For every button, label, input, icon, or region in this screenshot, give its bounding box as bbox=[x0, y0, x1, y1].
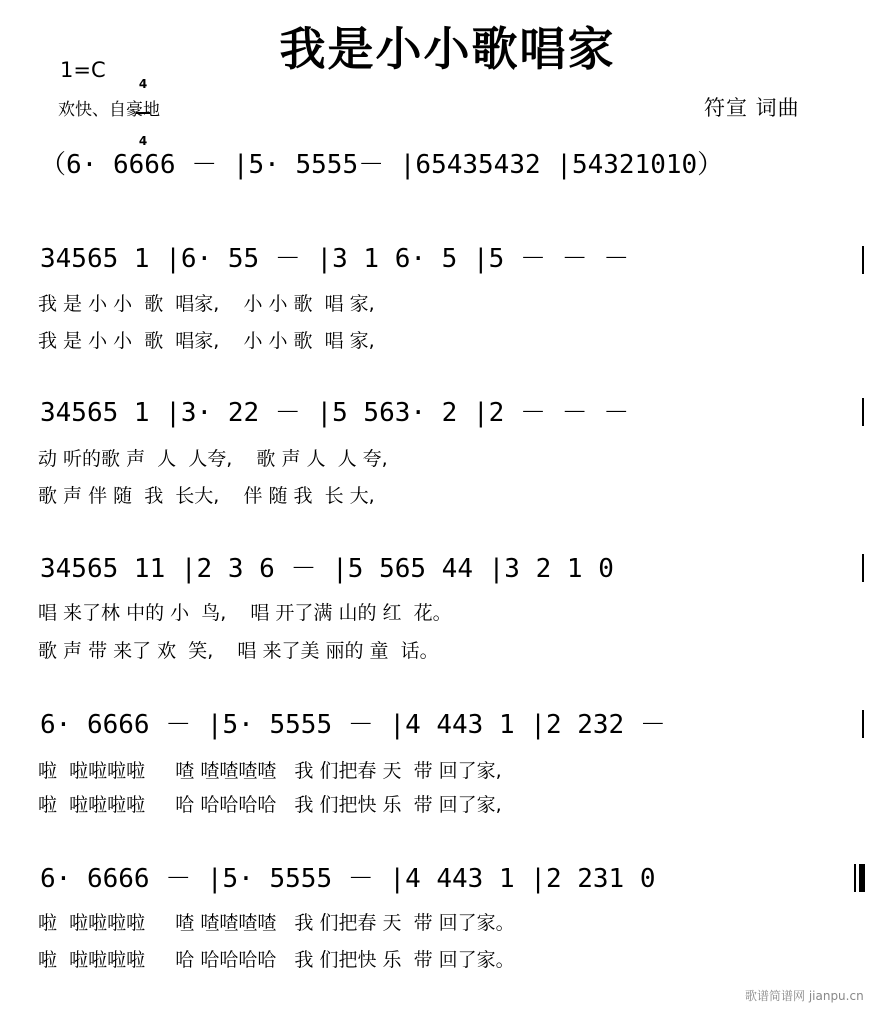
lyric-line: 歌 声 伴 随 我 长大, 伴 随 我 长 大, bbox=[38, 485, 375, 507]
author-credit: 符宣 词曲 bbox=[704, 96, 800, 120]
bar-line bbox=[862, 710, 864, 738]
lyric-line: 啦 啦啦啦啦 喳 喳喳喳喳 我 们把春 天 带 回了家。 bbox=[38, 912, 515, 934]
lyric-line: 我 是 小 小 歌 唱家, 小 小 歌 唱 家, bbox=[38, 293, 375, 315]
lyric-line: 动 听的歌 声 人 人夸, 歌 声 人 人 夸, bbox=[38, 448, 388, 470]
bar-line bbox=[862, 554, 864, 582]
lyric-line: 啦 啦啦啦啦 哈 哈哈哈哈 我 们把快 乐 带 回了家。 bbox=[38, 949, 515, 971]
page-title: 我是小小歌唱家 bbox=[279, 22, 616, 76]
notation-line: 6· 6666 － |5· 5555 － |4 443 1 |2 232 － bbox=[40, 710, 666, 740]
lyric-line: 我 是 小 小 歌 唱家, 小 小 歌 唱 家, bbox=[38, 330, 375, 352]
lyric-line: 啦 啦啦啦啦 哈 哈哈哈哈 我 们把快 乐 带 回了家, bbox=[38, 794, 502, 816]
bar-line bbox=[862, 398, 864, 426]
final-bar-thin bbox=[854, 864, 856, 892]
meter-bottom: 4 bbox=[138, 133, 148, 148]
notation-line: 34565 11 |2 3 6 － |5 565 44 |3 2 1 0 bbox=[40, 554, 614, 584]
lyric-line: 啦 啦啦啦啦 喳 喳喳喳喳 我 们把春 天 带 回了家, bbox=[38, 760, 502, 782]
notation-line: （6· 6666 － |5· 5555－ |65435432 |54321010） bbox=[40, 150, 724, 180]
bar-line bbox=[862, 246, 864, 274]
notation-line: 34565 1 |3· 22 － |5 563· 2 |2 － － － bbox=[40, 398, 630, 428]
lyric-line: 歌 声 带 来了 欢 笑, 唱 来了美 丽的 童 话。 bbox=[38, 640, 439, 662]
meter-top: 4 bbox=[138, 77, 148, 91]
tempo-marking: 欢快、自豪地 bbox=[58, 100, 160, 120]
watermark: 歌谱简谱网 jianpu.cn bbox=[745, 989, 864, 1003]
final-bar-thick bbox=[859, 864, 865, 892]
notation-line: 34565 1 |6· 55 － |3 1 6· 5 |5 － － － bbox=[40, 244, 630, 274]
notation-line: 6· 6666 － |5· 5555 － |4 443 1 |2 231 0 bbox=[40, 864, 656, 894]
lyric-line: 唱 来了林 中的 小 鸟, 唱 开了满 山的 红 花。 bbox=[38, 602, 452, 624]
key-signature: 1=C bbox=[60, 58, 106, 82]
